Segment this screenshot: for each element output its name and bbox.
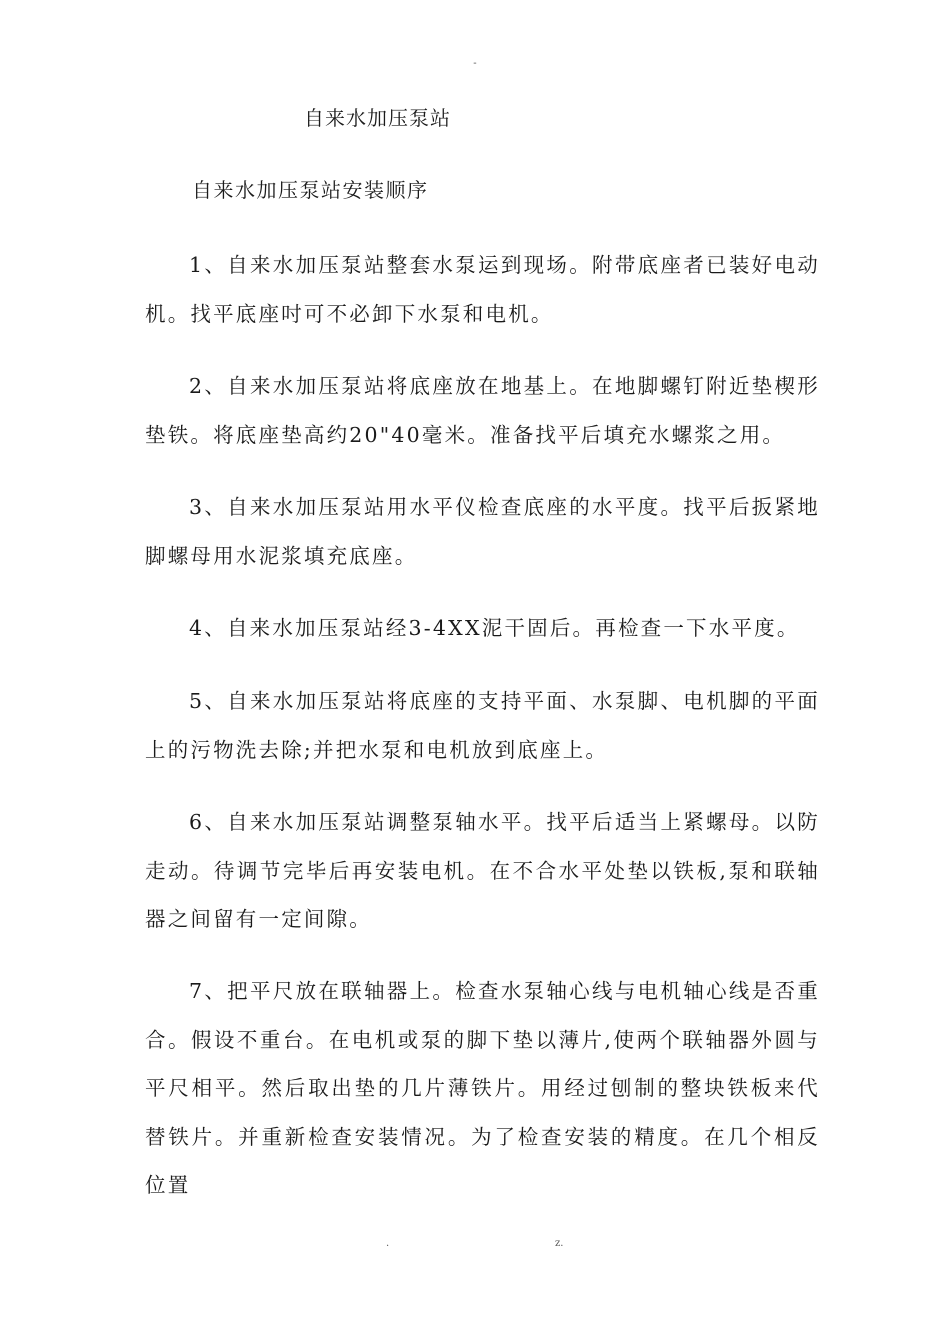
paragraph-step-6: 6、自来水加压泵站调整泵轴水平。找平后适当上紧螺母。以防走动。待调节完毕后再安装电机。在不合水平处垫以铁板,泵和联轴器之间留有一定间隙。 — [145, 810, 820, 931]
paragraph-step-2: 2、自来水加压泵站将底座放在地基上。在地脚螺钉附近垫楔形垫铁。将底座垫高约20"40毫米。准备找平后填充水螺浆之用。 — [145, 374, 820, 447]
paragraph-step-3: 3、自来水加压泵站用水平仪检查底座的水平度。找平后扳紧地脚螺母用水泥浆填充底座。 — [145, 495, 820, 568]
header-mark: - — [473, 58, 477, 69]
paragraph-step-1: 1、自来水加压泵站整套水泵运到现场。附带底座者已装好电动机。找平底座吋可不必卸下水泵和电机。 — [145, 253, 820, 326]
footer-right-mark: z. — [555, 1238, 564, 1249]
paragraph-step-5: 5、自来水加压泵站将底座的支持平面、水泵脚、电机脚的平面上的污物洗去除;并把水泵和电机放到底座上。 — [145, 689, 820, 762]
footer-left-mark: . — [386, 1238, 390, 1249]
paragraph-step-4: 4、自来水加压泵站经3-4XX泥干固后。再检查一下水平度。 — [189, 616, 800, 640]
section-title: 自来水加压泵站安装顺序 — [192, 178, 429, 202]
document-title: 自来水加压泵站 — [304, 106, 451, 130]
paragraph-step-7: 7、把平尺放在联轴器上。检查水泵轴心线与电机轴心线是否重合。假设不重台。在电机或泵的脚下垫以薄片,使两个联轴器外圆与平尺相平。然后取出垫的几片薄铁片。用经过刨制的整块铁板来代替铁片。并重新检查安装情况。为了检查安装的精度。在几个相反位置 — [145, 979, 820, 1197]
